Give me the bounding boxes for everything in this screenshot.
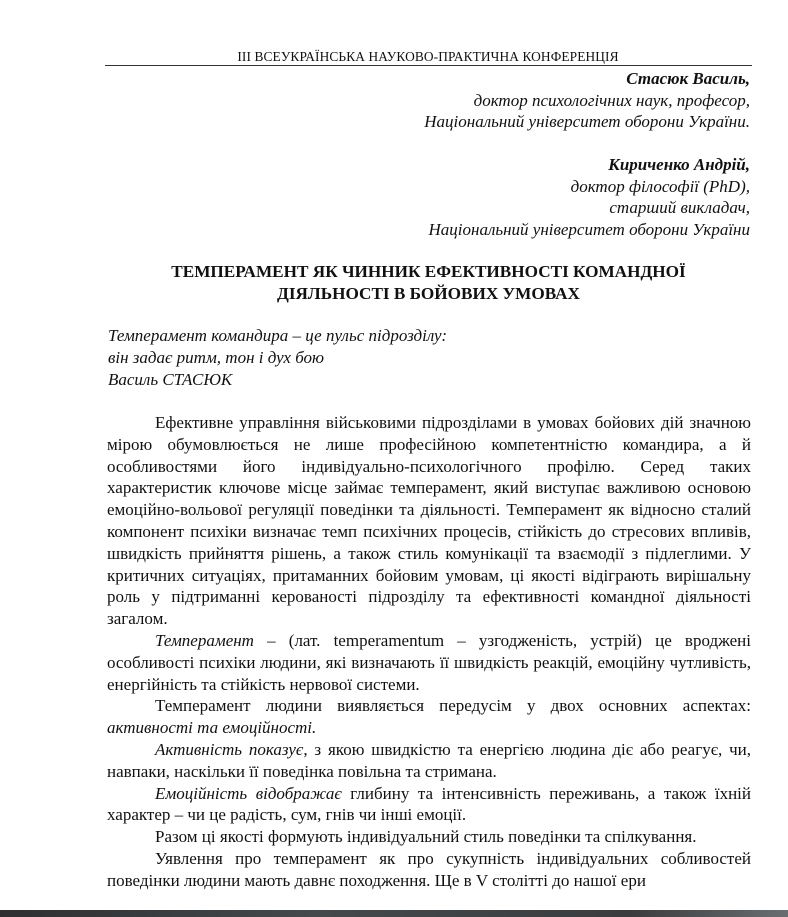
epigraph-line: Темперамент командира – це пульс підрозділу: [108,326,448,345]
paragraph: Ефективне управління військовими підрозділами в умовах бойових дій значною мірою обумовлюється не лише професійною компетентністю командира, а й особливостями його індивідуально-психологічного профілю. Серед таких характеристик ключове місце займає темперамент, який виступає важливою основою емоційно-вольової регуляції поведінки та діяльності. Темперамент як відносно сталий компонент психіки визначає темп психічних процесів, стійкість до стресових впливів, швидкість прийняття рішень, а також стиль комунікації та взаємодії з підлеглими. У критичних ситуаціях, притаманних бойовим умовам, ці якості відіграють вирішальну роль у підтриманні керованості підрозділу та ефективності командної діяльності загалом. [107,413,751,629]
author-degree: доктор психологічних наук, професор, [473,90,750,110]
author-block-2 [429,154,750,240]
paragraph: Уявлення про темперамент як про сукупність індивідуальних собливостей поведінки людини мають давнє походження. Ще в V столітті до нашої ери [107,848,751,890]
paragraph [107,695,751,739]
author-name: Кириченко Андрій, [608,155,750,174]
paragraph-text: Темперамент людини виявляється передусім у двох основних аспектах: [155,696,751,716]
author-degree: доктор філософії (PhD), [570,176,750,196]
term: Емоційність відображає [155,783,342,803]
author-affiliation: Національний університет оборони України. [424,112,750,131]
term: активності та емоційності. [107,718,317,738]
window-bottom-edge [0,910,788,917]
header-divider [105,65,752,66]
term: Активність показує [155,739,304,759]
term: Темперамент – [155,630,276,650]
paragraph-text: глибину та інтенсивність переживань, а також їхній характер – чи це радість, сум, гнів чи інші емоції. [107,783,751,825]
author-block-1 [424,68,750,133]
paragraph-text: (лат. temperamentum – узгодженість, устрій) це вроджені особливості психіки людини, які визначають її швидкість реакцій, емоційну чутливість, енергійність та стійкість нервової системи. [107,630,751,694]
title-line: ТЕМПЕРАМЕНТ ЯК ЧИННИК ЕФЕКТИВНОСТІ КОМАНДНОЇ [171,262,686,281]
author-position: старший викладач, [609,198,750,217]
paragraph-text: , з якою швидкістю та енергією людина діє або реагує, чи, навпаки, наскільки її поведінка повільна та стримана. [107,739,751,781]
title-line: ДІЯЛЬНОСТІ В БОЙОВИХ УМОВАХ [277,284,580,303]
epigraph [108,325,447,391]
paragraph [107,783,751,827]
body-text [107,412,751,892]
author-name: Стасюк Василь, [626,69,750,88]
epigraph-author: Василь СТАСЮК [108,370,233,389]
paper-title [105,261,752,305]
conference-header: III ВСЕУКРАЇНСЬКА НАУКОВО-ПРАКТИЧНА КОНФЕРЕНЦІЯ [237,49,619,64]
paragraph [107,739,751,783]
paragraph: Разом ці якості формують індивідуальний стиль поведінки та спілкування. [155,827,697,847]
author-affiliation: Національний університет оборони України [428,219,750,239]
epigraph-line: він задає ритм, тон і дух бою [108,348,325,367]
paragraph [107,630,751,695]
